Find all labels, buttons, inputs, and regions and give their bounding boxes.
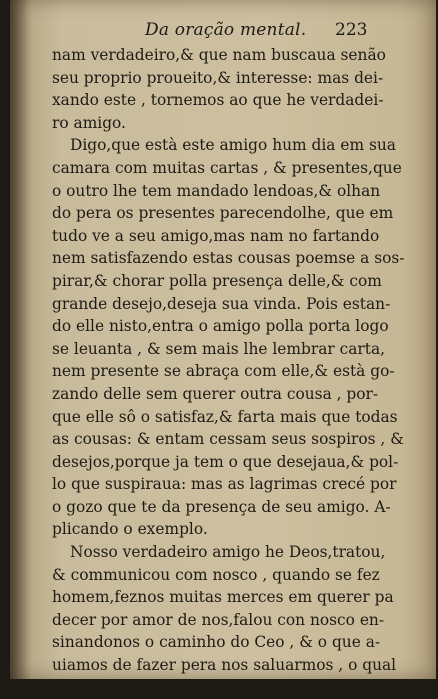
page-number: 223 [335, 20, 368, 40]
text-line: tudo ve a seu amigo,mas nam no fartando [52, 226, 380, 245]
text-line: camara com muitas cartas , & presentes,que [52, 158, 402, 177]
text-line: nem presente se abraça com elle,& està go- [52, 362, 395, 381]
text-line: lo que suspiraua: mas as lagrimas crecé por [52, 475, 397, 494]
text-line: se leuanta , & sem mais lhe lembrar carta, [52, 339, 386, 358]
catchword: tudo [368, 678, 404, 697]
text-line: desejos,porque ja tem o que desejaua,& pol- [52, 452, 399, 471]
text-line: do pera os presentes parecendolhe, que em [52, 204, 394, 223]
text-line: & communicou com nosco , quando se fez [52, 565, 380, 584]
text-line: que elle sô o satisfaz,& farta mais que todas [52, 407, 398, 426]
page-gutter-shadow [10, 0, 32, 679]
paragraph-start-line: Digo,que està este amigo hum dia em sua [70, 136, 396, 155]
text-line: uiamos de fazer pera nos saluarmos , o qual [52, 656, 397, 675]
text-line: nem satisfazendo estas cousas poemse a sos- [52, 249, 405, 268]
text-line: xando este , tornemos ao que he verdadei- [52, 91, 384, 110]
text-line: zando delle sem querer outra cousa , por- [52, 384, 379, 403]
text-line: seu proprio proueito,& interesse: mas dei- [52, 68, 384, 87]
body-text [52, 44, 404, 699]
paragraph-start-line: Nosso verdadeiro amigo he Deos,tratou, [70, 543, 386, 562]
book-page [10, 0, 436, 697]
text-line: do elle nisto,entra o amigo polla porta logo [52, 317, 389, 336]
text-line: ro amigo. [52, 113, 126, 132]
text-line: grande desejo,deseja sua vinda. Pois estan- [52, 294, 391, 313]
text-line: sinandonos o caminho do Ceo , & o que a- [52, 633, 381, 652]
text-line: nam verdadeiro,& que nam buscaua senão [52, 46, 386, 64]
page-header [10, 20, 436, 44]
text-line: homem,feznos muitas merces em querer pa [52, 588, 394, 607]
text-line: as cousas: & entam cessam seus sospiros , & [52, 430, 404, 449]
running-head: Da oração mental. [145, 20, 307, 40]
text-line: o outro lhe tem mandado lendoas,& olhan [52, 181, 381, 200]
text-line: pirar,& chorar polla presença delle,& com [52, 271, 382, 290]
text-line: decer por amor de nos,falou con nosco en- [52, 610, 385, 629]
text-line: plicando o exemplo. [52, 520, 208, 539]
text-line: o gozo que te da presença de seu amigo. A- [52, 497, 391, 516]
